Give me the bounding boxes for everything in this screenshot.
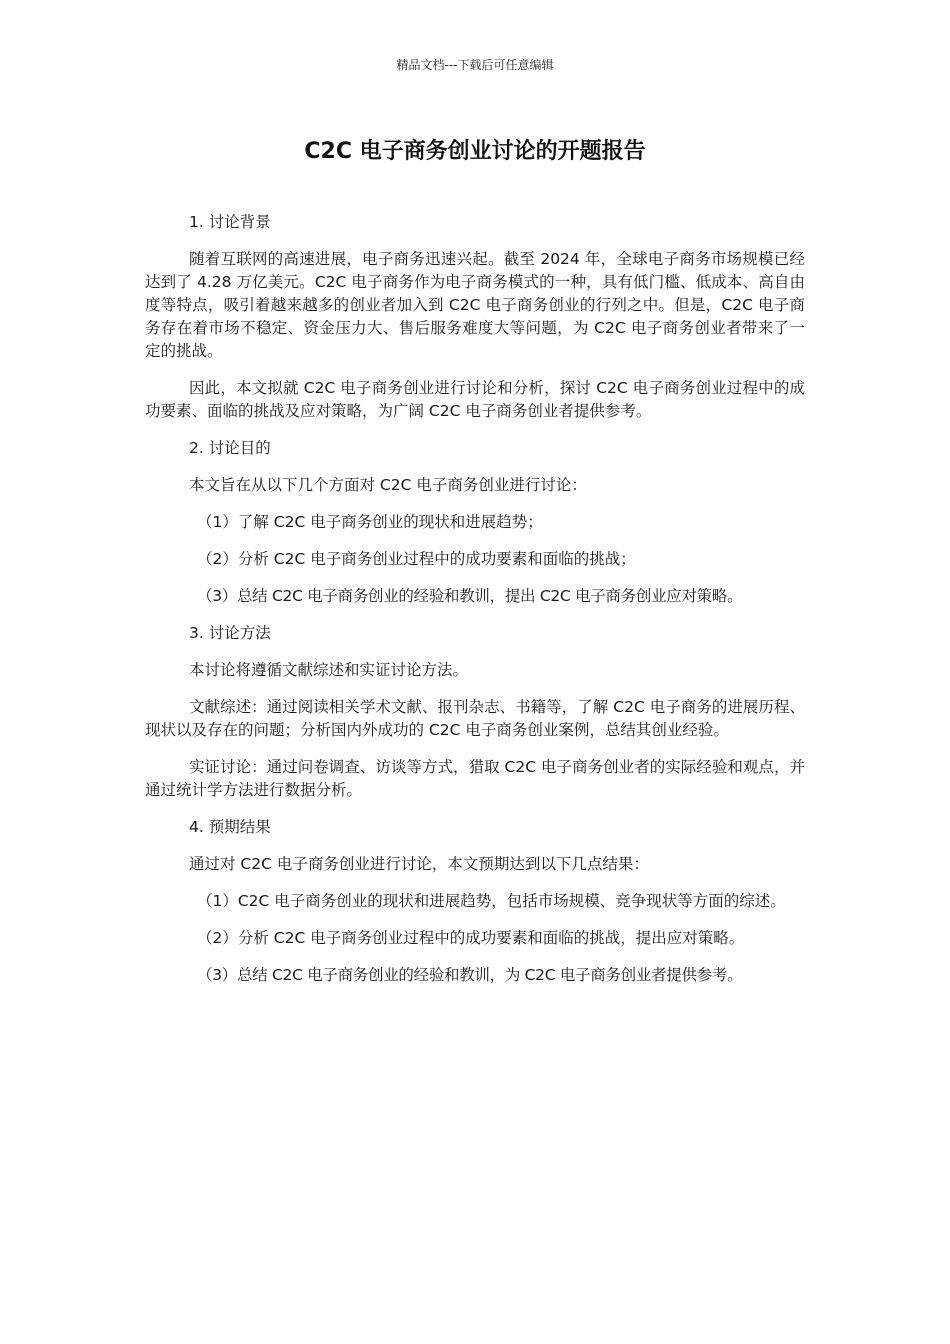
header-note: 精品文档---下载后可任意编辑 (396, 58, 554, 72)
paragraph: 本讨论将遵循文献综述和实证讨论方法。 (189, 661, 469, 679)
paragraph: 实证讨论：通过问卷调查、访谈等方式，猎取 C2C 电子商务创业者的实际经验和观点，并通过统计学方法进行数据分析。 (145, 758, 805, 799)
section-heading-method: 3. 讨论方法 (189, 624, 271, 642)
list-item: （1）C2C 电子商务创业的现状和进展趋势，包括市场规模、竞争现状等方面的综述。 (197, 892, 786, 910)
section-heading-expected-results: 4. 预期结果 (189, 818, 271, 836)
section-intro: 通过对 C2C 电子商务创业进行讨论，本文预期达到以下几点结果： (189, 855, 649, 873)
section-heading-background: 1. 讨论背景 (189, 213, 271, 231)
list-item: （3）总结 C2C 电子商务创业的经验和教训，提出 C2C 电子商务创业应对策略。 (197, 587, 743, 605)
list-item: （1）了解 C2C 电子商务创业的现状和进展趋势； (197, 513, 543, 531)
list-item: （2）分析 C2C 电子商务创业过程中的成功要素和面临的挑战； (197, 550, 636, 568)
section-intro: 本文旨在从以下几个方面对 C2C 电子商务创业进行讨论： (189, 476, 587, 494)
paragraph: 随着互联网的高速进展，电子商务迅速兴起。截至 2024 年，全球电子商务市场规模已经达到了 4.28 万亿美元。C2C 电子商务作为电子商务模式的一种，具有低门槛、低成本、高自由度等特点，吸引着越来越多的创业者加入到 C2C 电子商务创业的行列之中。但是，C2C 电子商务存在着市场不稳定、资金压力大、售后服务难度大等问题，为 C2C 电子商务创业者带来了一定的挑战。 (145, 250, 805, 360)
paragraph: 文献综述：通过阅读相关学术文献、报刊杂志、书籍等，了解 C2C 电子商务的进展历程、现状以及存在的问题；分析国内外成功的 C2C 电子商务创业案例，总结其创业经验。 (145, 698, 805, 739)
page-title: C2C 电子商务创业讨论的开题报告 (304, 139, 646, 164)
list-item: （3）总结 C2C 电子商务创业的经验和教训，为 C2C 电子商务创业者提供参考。 (197, 966, 743, 984)
section-heading-purpose: 2. 讨论目的 (189, 439, 271, 457)
document-body (145, 211, 805, 1001)
list-item: （2）分析 C2C 电子商务创业过程中的成功要素和面临的挑战，提出应对策略。 (197, 929, 745, 947)
paragraph: 因此，本文拟就 C2C 电子商务创业进行讨论和分析，探讨 C2C 电子商务创业过程中的成功要素、面临的挑战及应对策略，为广阔 C2C 电子商务创业者提供参考。 (145, 379, 805, 420)
